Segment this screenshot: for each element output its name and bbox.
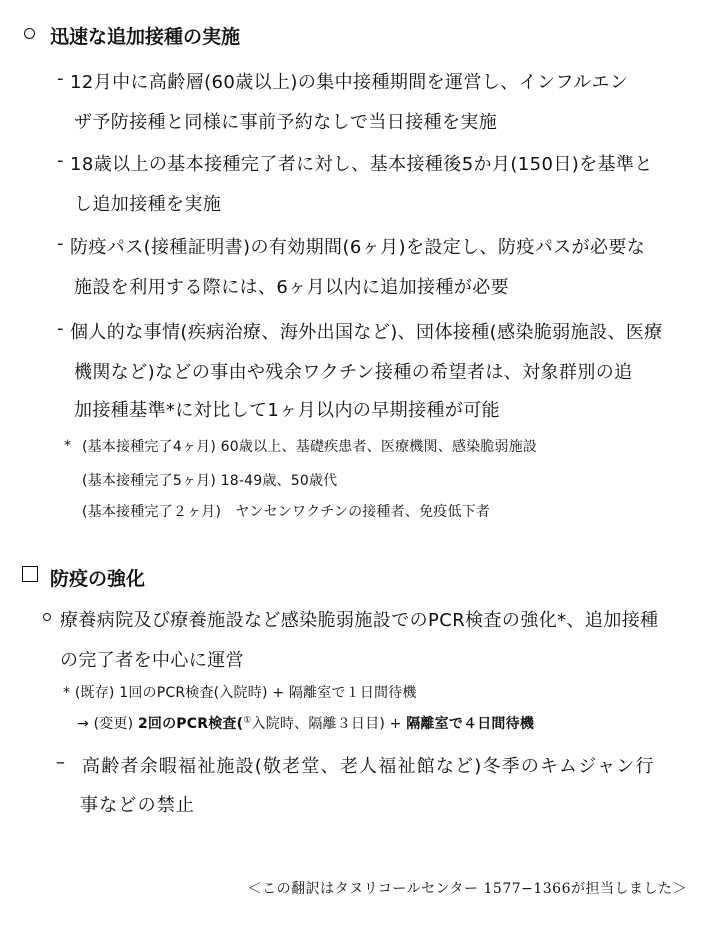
- note-line: (基本接種完了4ヶ月) 60歳以上、基礎疾患者、医療機関、感染脆弱施設: [82, 439, 538, 455]
- list-item-line: 防疫パス(接種証明書)の有効期間(6ヶ月)を設定し、防疫パスが必要な: [70, 237, 646, 258]
- note-line: * (既存) 1回のPCR検査(入院時) + 隔離室で１日間待機: [63, 685, 417, 701]
- note-marker: *: [64, 438, 72, 454]
- note-line: (基本接種完了２ヶ月) ヤンセンワクチンの接種者、免疫低下者: [82, 504, 491, 520]
- list-item-line: 機関など)などの事由や残余ワクチン接種の希望者は、対象群別の追: [74, 362, 633, 383]
- dash-marker: -: [57, 233, 64, 254]
- note-line-change: [77, 713, 534, 733]
- note-change-bold: 2回のPCR検査(: [137, 716, 244, 732]
- list-item-line: 高齢者余暇福祉施設(敬老堂、老人福祉館など)冬季のキムジャン行: [82, 756, 655, 777]
- note-change-sup: ①: [243, 715, 252, 726]
- list-item-line: 療養病院及び療養施設など感染脆弱施設でのPCR検査の強化*、追加接種: [60, 610, 659, 631]
- section1-circle-bullet: [24, 28, 35, 39]
- list-item-line: 個人的な事情(疾病治療、海外出国など)、団体接種(感染脆弱施設、医療: [70, 322, 663, 343]
- section2-heading: 防疫の強化: [50, 568, 146, 590]
- list-item-line: 施設を利用する際には、6ヶ月以内に追加接種が必要: [74, 277, 510, 298]
- note-change-bold2: 隔離室で４日間待機: [406, 716, 535, 732]
- list-item-line: ザ予防接種と同様に事前予約なしで当日接種を実施: [74, 112, 498, 133]
- footer-credit: ＜この翻訳はタヌリコールセンター 1577−1366が担当しました＞: [247, 881, 687, 897]
- dash-marker: –: [56, 752, 66, 773]
- section1-heading: 迅速な追加接種の実施: [50, 26, 241, 48]
- list-item-line: 事などの禁止: [80, 795, 196, 816]
- note-change-prefix: → (変更): [77, 716, 138, 732]
- note-line: (基本接種完了5ヶ月) 18-49歳、50歳代: [82, 473, 338, 489]
- list-item-line: し追加接種を実施: [74, 194, 222, 215]
- list-item-line: の完了者を中心に運営: [60, 650, 244, 671]
- section2-checkbox-icon: [22, 566, 38, 582]
- list-item-line: 12月中に高齢層(60歳以上)の集中接種期間を運営し、インフルエン: [70, 72, 629, 93]
- list-item-line: 加接種基準*に対比して1ヶ月以内の早期接種が可能: [74, 400, 501, 421]
- note-change-mid: 入院時、隔離３日目) +: [251, 716, 407, 732]
- section2-bullet-icon: [43, 613, 51, 621]
- dash-marker: -: [57, 150, 64, 171]
- dash-marker: -: [57, 68, 64, 89]
- list-item-line: 18歳以上の基本接種完了者に対し、基本接種後5か月(150日)を基準と: [70, 154, 653, 175]
- dash-marker: -: [57, 318, 64, 339]
